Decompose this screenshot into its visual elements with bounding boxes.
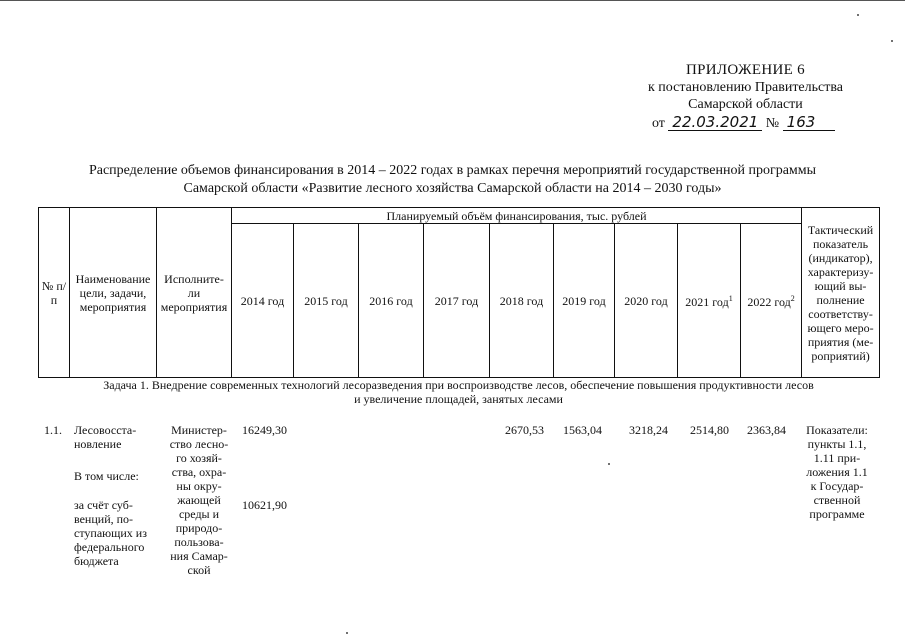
row-name-line: новление (74, 437, 122, 451)
value-2022: 2363,84 (747, 423, 786, 437)
top-edge-line (0, 0, 905, 1)
appendix-title: ПРИЛОЖЕНИЕ 6 (686, 62, 805, 78)
task-heading (38, 378, 879, 406)
header-year: 2021 год$^1$ (678, 224, 741, 378)
row-executor (160, 423, 238, 577)
row-executor-line: Министер- (171, 423, 227, 437)
value-2014: 16249,30 (242, 423, 287, 437)
row-executor-line: ства, охра- (171, 465, 227, 479)
row-executor-line: жающей (177, 493, 221, 507)
row-subvention (74, 498, 147, 568)
appendix-date-number (648, 115, 843, 132)
header-num: № п/п (39, 208, 70, 378)
row-executor-line: ство лесно- (169, 437, 229, 451)
row-executor-line: го хозяй- (176, 451, 222, 465)
row-indicator-line: программе (809, 507, 865, 521)
document-title-line: Самарской области «Развитие лесного хозяйства Самарской области на 2014 – 2030 годы» (183, 181, 722, 196)
value-2019: 1563,04 (563, 423, 602, 437)
number-label: № (765, 116, 780, 131)
row-indicator-line: пункты 1.1, (807, 437, 867, 451)
row-name-line: Лесовосста- (74, 423, 137, 437)
document-title-line: Распределение объемов финансирования в 2014 – 2022 годах в рамках перечня мероприятий государственной программы (88, 163, 817, 178)
row-indicator-line: к Государ- (810, 479, 864, 493)
header-executor: Исполните-ли мероприятия (157, 208, 232, 378)
appendix-block (648, 62, 843, 132)
scan-speck (608, 463, 610, 465)
header-year: 2015 год (294, 224, 359, 378)
scan-speck (857, 14, 859, 16)
header-year: 2022 год$^2$ (741, 224, 802, 378)
header-year: 2016 год (359, 224, 424, 378)
row-number: 1.1. (44, 423, 62, 437)
header-indicator: Тактический показатель (индикатор), характеризу-ющий вы-полнение соответству-ющего меро-приятия (ме-роприятий) (802, 208, 880, 378)
row-including: В том числе: (74, 469, 139, 483)
appendix-line: к постановлению Правительства (647, 80, 843, 95)
row-indicator-line: 1.11 при- (813, 451, 861, 465)
footnote-mark: 1 (728, 294, 733, 303)
row-indicator-line: ложения 1.1 (806, 465, 868, 479)
scan-speck (346, 632, 348, 634)
row-executor-line: среды и (178, 507, 220, 521)
handwritten-number: 163 (783, 115, 835, 131)
task-line: и увеличение площадей, занятых лесами (354, 392, 563, 406)
row-sub-line: федерального (74, 540, 145, 554)
row-sub-line: бюджета (74, 554, 119, 568)
handwritten-date: 22.03.2021 (668, 115, 762, 131)
row-name (74, 423, 136, 451)
appendix-line: Самарской области (688, 97, 803, 112)
row-sub-line: ступающих из (74, 526, 147, 540)
row-executor-line: природо- (175, 521, 223, 535)
value-2018: 2670,53 (505, 423, 544, 437)
row-sub-line: за счёт суб- (74, 498, 133, 512)
row-sub-line: венций, по- (74, 512, 134, 526)
header-year: 2018 год (490, 224, 554, 378)
value-2020: 3218,24 (629, 423, 668, 437)
row-executor-line: пользова- (174, 535, 224, 549)
task-line: Задача 1. Внедрение современных технологий лесоразведения при воспроизводстве лесов, обеспечение повышения продуктивности лесов (103, 378, 814, 392)
row-executor-line: ния Самар- (170, 549, 228, 563)
header-name: Наименование цели, задачи, мероприятия (70, 208, 157, 378)
header-planned: Планируемый объём финансирования, тыс. рублей (232, 208, 802, 224)
scan-speck (891, 40, 893, 42)
header-year: 2020 год (615, 224, 678, 378)
footnote-mark: 2 (790, 294, 795, 303)
from-label: от (651, 116, 665, 131)
row-executor-line: ской (187, 563, 211, 577)
financing-table-header (38, 207, 880, 378)
row-indicator-line: ственной (813, 493, 861, 507)
header-year: 2014 год (232, 224, 294, 378)
row-indicator (796, 423, 878, 521)
value-2014-federal: 10621,90 (242, 498, 287, 512)
document-title (20, 162, 885, 198)
value-2021: 2514,80 (690, 423, 729, 437)
header-year: 2019 год (554, 224, 615, 378)
row-indicator-line: Показатели: (806, 423, 868, 437)
row-executor-line: ны окру- (176, 479, 222, 493)
header-year: 2017 год (424, 224, 490, 378)
